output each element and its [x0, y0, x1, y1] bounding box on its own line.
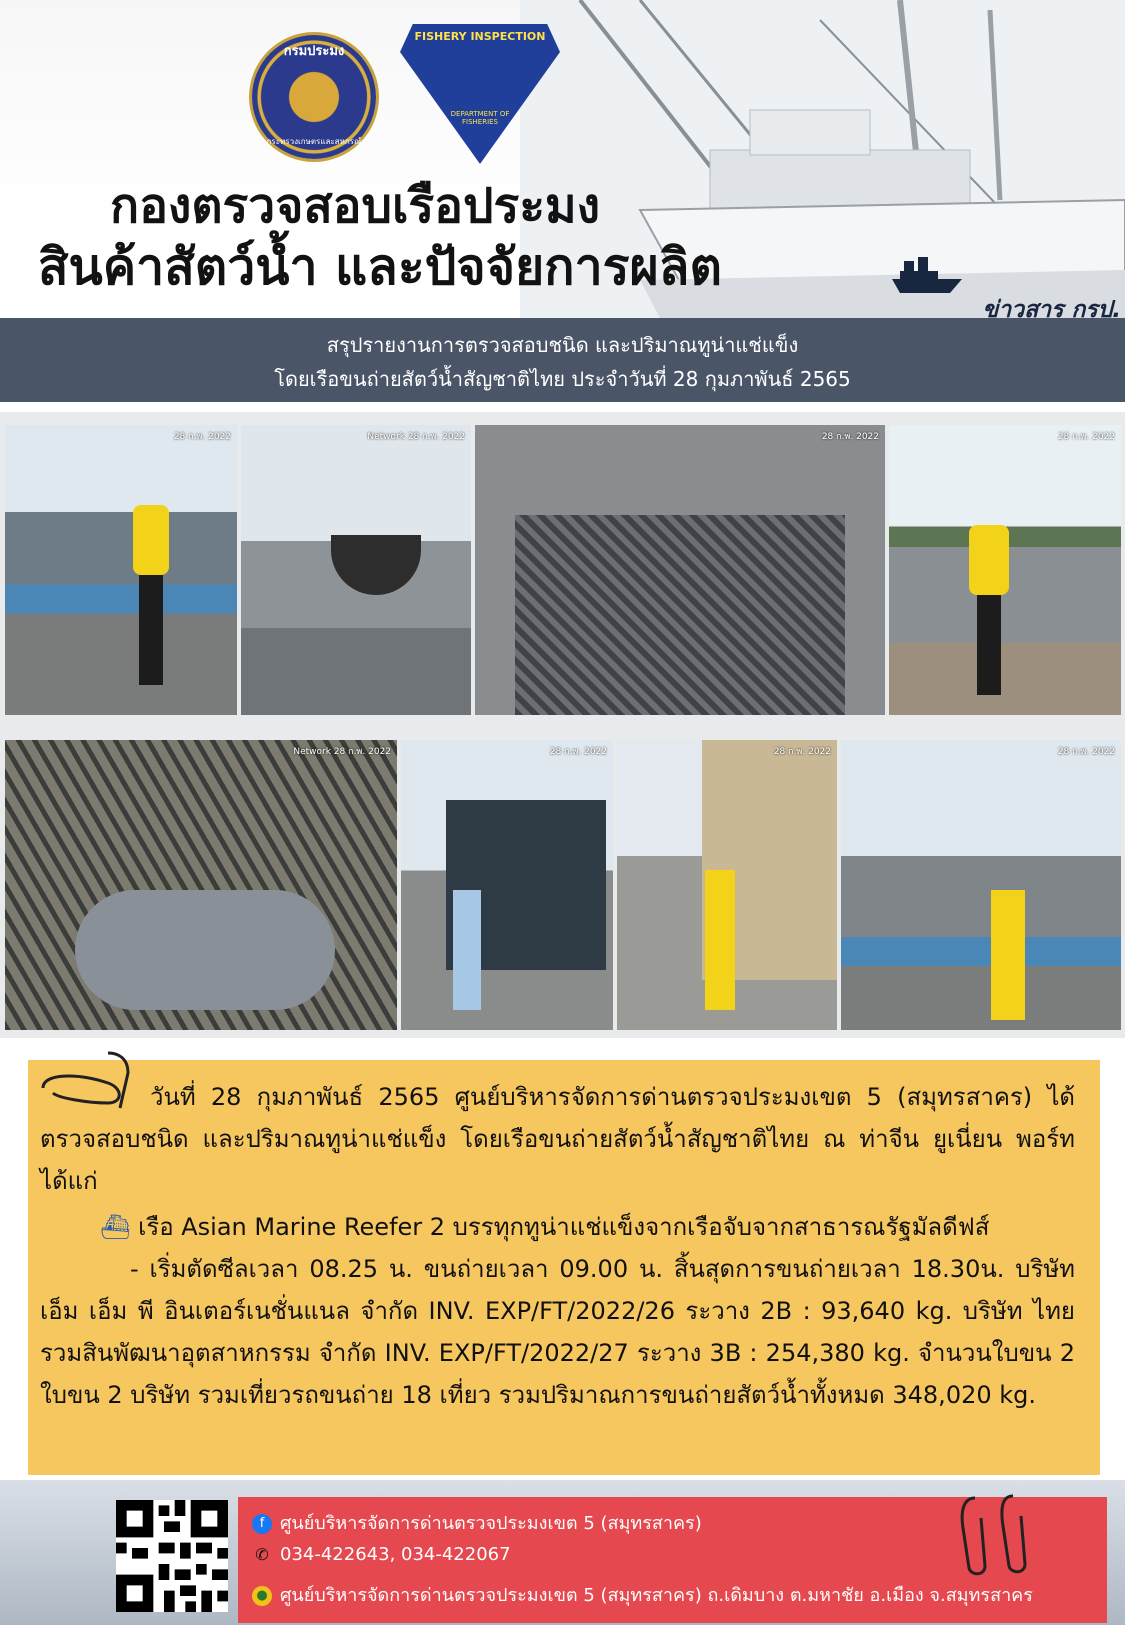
- facebook-text: ศูนย์บริหารจัดการด่านตรวจประมงเขต 5 (สมุทรสาคร): [280, 1513, 702, 1534]
- inspector-figure: [969, 525, 1009, 595]
- header: [0, 0, 1125, 318]
- inspection-logo-subtext: DEPARTMENT OF FISHERIES: [450, 110, 510, 126]
- location-pin-icon: ●: [252, 1586, 272, 1606]
- paperclips-icon: [955, 1488, 1055, 1578]
- photo-crane-net: [241, 425, 471, 715]
- photo-truck-seal: [617, 740, 837, 1030]
- qr-code[interactable]: [116, 1500, 228, 1612]
- photo-deck-inspection-2: [889, 425, 1121, 715]
- banner-line-2: โดยเรือขนถ่ายสัตว์น้ำสัญชาติไทย ประจำวันที่ 28 กุมภาพันธ์ 2565: [274, 367, 851, 391]
- report-paragraph: [40, 1076, 1075, 1202]
- ship-line-text: เรือ Asian Marine Reefer 2 บรรทุกทูน่าแช่แข็งจากเรือจับจากสาธารณรัฐมัลดีฟส์: [138, 1213, 990, 1241]
- inspector-legs: [977, 595, 1001, 695]
- inspector-figure: [991, 890, 1025, 1020]
- inspector-figure: [133, 505, 169, 575]
- seal-subtext: กระทรวงเกษตรและสหกรณ์: [266, 137, 362, 146]
- report-ship-details: [40, 1206, 1075, 1416]
- fish-net-load: [331, 535, 421, 595]
- report-intro: วันที่ 28 กุมภาพันธ์ 2565 ศูนย์บริหารจัดการด่านตรวจประมงเขต 5 (สมุทรสาคร) ได้ตรวจสอบชนิด และปริมาณทูน่าแช่แข็ง โดยเรือขนถ่ายสัตว์น้ำสัญชาติไทย ณ ท่าจีน ยูเนี่ยน พอร์ท ได้แก่: [40, 1083, 1075, 1195]
- seal-text: กรมประมง: [283, 44, 345, 59]
- ship-detail-text: - เริ่มตัดซีลเวลา 08.25 น. ขนถ่ายเวลา 09.00 น. สิ้นสุดการขนถ่ายเวลา 18.30น. บริษัท เอ็ม เอ็ม พี อินเตอร์เนชั่นแนล จำกัด INV. EXP/FT/2022/26 ระวาง 2B : 93,640 kg. บริษัท ไทยรวมสินพัฒนาอุตสาหกรรม จำกัด INV. EXP/FT/2022/27 ระวาง 3B : 254,380 kg. จำนวนใบขน 2 ใบขน 2 บริษัท รวมเที่ยวรถขนถ่าย 18 เที่ยว รวมปริมาณการขนถ่ายสัตว์น้ำทั้งหมด 348,020 kg.: [40, 1255, 1075, 1409]
- photo-collage: [0, 412, 1125, 1038]
- boat-icon: ⛴: [100, 1213, 139, 1241]
- phone-text: 034-422643, 034-422067: [280, 1544, 511, 1565]
- photo-ship-side: [841, 740, 1121, 1030]
- photo-timestamp: 28 ก.พ. 2022: [773, 747, 831, 757]
- photo-timestamp: 28 ก.พ. 2022: [1057, 747, 1115, 757]
- photo-cargo-hold: [475, 425, 885, 715]
- ship-icon: [892, 255, 962, 295]
- inspector-legs: [139, 575, 163, 685]
- inspector-figure: [705, 870, 735, 1010]
- inspector-figure: [453, 890, 481, 1010]
- address-line[interactable]: [252, 1580, 1033, 1609]
- tuna-catch: [75, 890, 335, 1010]
- photo-net-tuna: [5, 740, 397, 1030]
- photo-timestamp: Network 28 ก.พ. 2022: [293, 747, 391, 757]
- banner-line-1: สรุปรายงานการตรวจสอบชนิด และปริมาณทูน่าแช่แข็ง: [326, 333, 799, 357]
- photo-timestamp: Network 28 ก.พ. 2022: [367, 432, 465, 442]
- inspection-logo-text: FISHERY INSPECTION: [414, 30, 546, 43]
- facebook-line[interactable]: [252, 1508, 702, 1537]
- photo-timestamp: 28 ก.พ. 2022: [173, 432, 231, 442]
- facebook-icon: f: [252, 1514, 272, 1534]
- photo-deck-inspection-1: [5, 425, 237, 715]
- photo-timestamp: 28 ก.พ. 2022: [1057, 432, 1115, 442]
- ship-line: [40, 1206, 1075, 1248]
- title-line-1: กองตรวจสอบเรือประมง: [110, 178, 601, 234]
- photo-truck-tarp: [401, 740, 613, 1030]
- summary-banner: [0, 318, 1125, 402]
- phone-line[interactable]: [252, 1544, 511, 1565]
- address-text: ศูนย์บริหารจัดการด่านตรวจประมงเขต 5 (สมุทรสาคร) ถ.เดิมบาง ต.มหาชัย อ.เมือง จ.สมุทรสาคร: [280, 1585, 1033, 1606]
- phone-icon: ✆: [255, 1545, 269, 1564]
- news-tag: ข่าวสาร กรป.: [982, 297, 1121, 318]
- title-line-2: สินค้าสัตว์น้ำ และปัจจัยการผลิต: [38, 238, 722, 296]
- photo-timestamp: 28 ก.พ. 2022: [549, 747, 607, 757]
- photo-timestamp: 28 ก.พ. 2022: [821, 432, 879, 442]
- ship-detail: [40, 1248, 1075, 1416]
- frozen-tuna-pile: [515, 515, 845, 715]
